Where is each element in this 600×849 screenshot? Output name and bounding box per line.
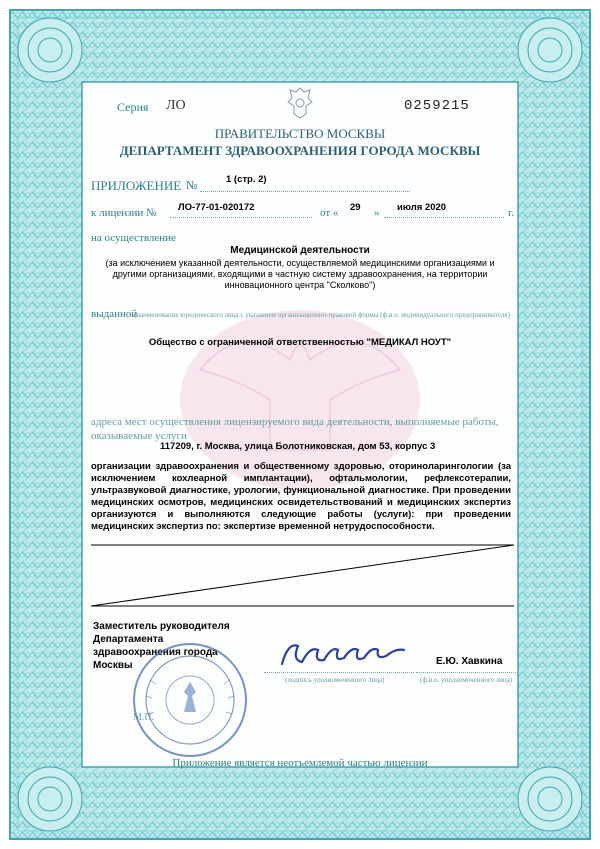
handwritten-signature — [278, 636, 408, 672]
license-month-year: июля 2020 — [397, 202, 447, 213]
issued-hint: (наименование юридического лица с указанием организационно-правовой формы (ф.и.о. индивидуального предпринимателя) — [134, 311, 510, 319]
activity-title: Медицинской деятельности — [230, 245, 370, 256]
service-address: 117209, г. Москва, улица Болотниковская, дом 53, корпус 3 — [160, 441, 436, 452]
org-title: ПРАВИТЕЛЬСТВО МОСКВЫ — [214, 126, 386, 141]
license-year-suffix: г. — [508, 207, 515, 219]
name-hint: (ф.и.о. уполномоченного лица) — [420, 676, 513, 684]
license-close-quote: » — [374, 207, 380, 219]
position-line-3: здравоохранения города — [93, 647, 218, 658]
appendix-value: 1 (стр. 2) — [226, 174, 267, 185]
org-department: ДЕПАРТАМЕНТ ЗДРАВООХРАНЕНИЯ ГОРОДА МОСКВЫ — [119, 143, 481, 158]
series-value: ЛО — [166, 98, 186, 113]
signature-hint: (подпись уполномоченного лица) — [285, 676, 385, 684]
series-label: Серия — [117, 100, 149, 114]
issued-label: выданной — [91, 308, 138, 320]
mp-label: М.П. — [133, 712, 155, 723]
issued-company: Общество с ограниченной ответственностью "МЕДИКАЛ НОУТ" — [148, 337, 452, 348]
license-number: ЛО-77-01-020172 — [178, 202, 255, 213]
position-line-4: Москвы — [93, 660, 133, 671]
addresses-label: адреса мест осуществления лицензируемого вида деятельности, выполняемые работы, оказываемые услуги — [91, 416, 499, 442]
license-label: к лицензии № — [91, 207, 157, 219]
position-line-1: Заместитель руководителя — [93, 621, 230, 632]
position-line-2: Департамента — [93, 634, 164, 645]
appendix-label: ПРИЛОЖЕНИЕ — [91, 178, 182, 193]
footer-note: Приложение является неотъемлемой частью лицензии — [172, 757, 428, 769]
activity-label: на осуществление — [91, 232, 176, 244]
appendix-no-sign: № — [186, 178, 198, 192]
activity-details: (за исключением указанной деятельности, осуществляемой медицинскими организациями и другими организациями, входящими в частную систему здравоохранения, на территории инновационного центра "Сколково") — [105, 258, 495, 290]
license-from: от « — [320, 207, 339, 219]
signatory-name: Е.Ю. Хавкина — [436, 656, 503, 667]
services-list: организации здравоохранения и общественному здоровью, оториноларингологии (за исключением кохлеарной имплантации), офтальмологии, рефлексотерапии, ультразвуковой диагностике, урологии, функциональной диагностике. При проведении медицинских осмотров, медицинских освидетельствований и медицинских экспертиз организуются и выполняются следующие работы (услуги): при проведении медицинских экспертиз по: экспертизе временной нетрудоспособности. — [91, 461, 511, 532]
license-day: 29 — [350, 202, 361, 213]
official-stamp — [130, 640, 250, 760]
form-number: 0259215 — [404, 98, 470, 114]
